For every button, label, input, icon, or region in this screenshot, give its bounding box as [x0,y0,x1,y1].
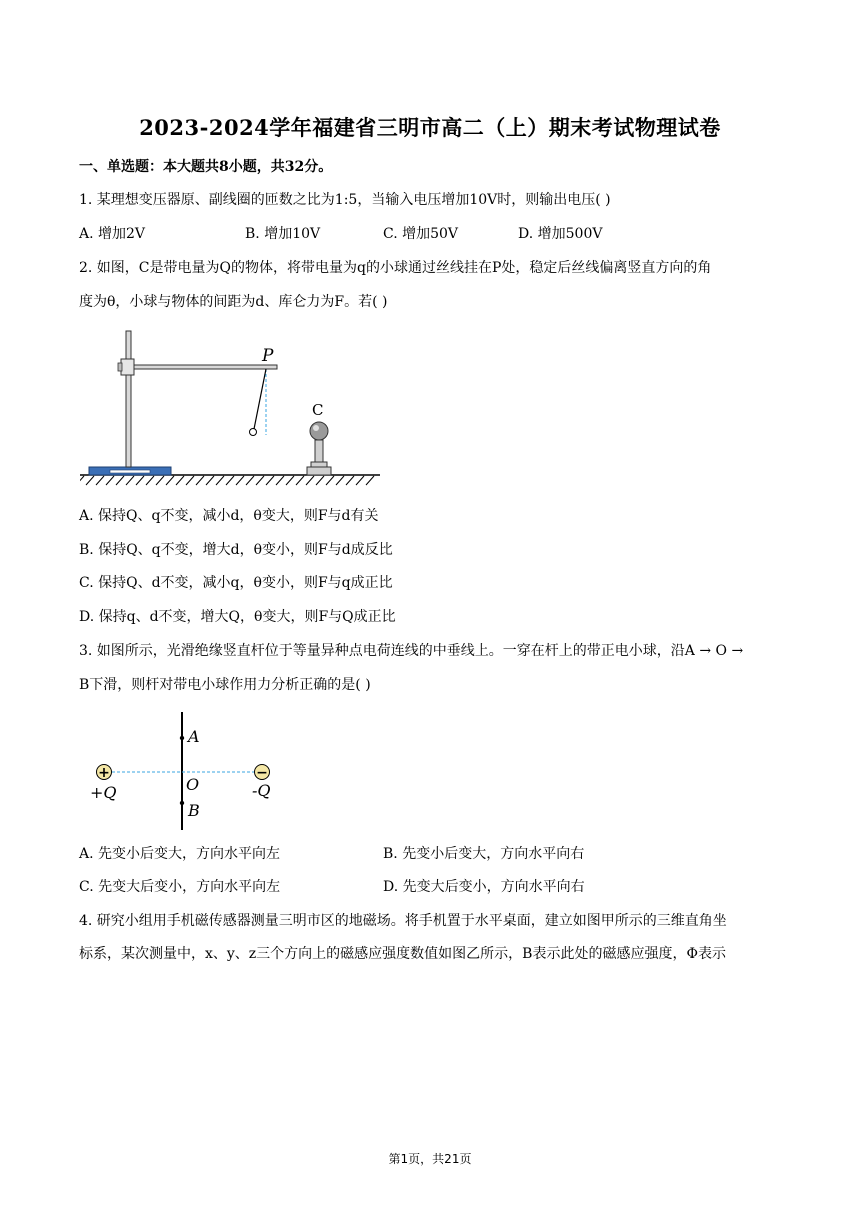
ground-hatching [80,476,374,485]
charged-sphere-c [310,422,328,440]
section-heading: 一、单选题：本大题共8小题，共32分。 [79,159,333,175]
q2-figure [80,325,380,490]
q3-option-c: C. 先变大后变小，方向水平向左 [79,879,281,895]
label-positive-q: +Q [90,783,117,802]
point-a [180,736,184,740]
q3-option-b: B. 先变小后变大，方向水平向右 [383,846,585,862]
q3-figure [88,708,288,833]
q4-stem-line1: 4. 研究小组用手机磁传感器测量三明市区的地磁场。将手机置于水平桌面，建立如图甲所示的三维直角坐 [79,913,727,929]
page-title: 2023-2024学年福建省三明市高二（上）期末考试物理试卷 [139,115,721,140]
label-c: C [312,401,324,419]
q2-stem-line1: 2. 如图，C是带电量为Q的物体，将带电量为q的小球通过丝线挂在P处，稳定后丝线偏离竖直方向的角 [79,260,712,276]
q2-option-a: A. 保持Q、q不变，减小d，θ变大，则F与d有关 [79,508,379,524]
label-negative-q: -Q [252,781,271,800]
q2-option-d: D. 保持q、d不变，增大Q，θ变大，则F与Q成正比 [79,609,396,625]
q3-stem-line1: 3. 如图所示，光滑绝缘竖直杆位于等量异种点电荷连线的中垂线上。一穿在杆上的带正电小球，沿A → O → [79,643,744,659]
small-ball [250,429,257,436]
silk-thread [254,369,266,429]
q3-stem-line2: B下滑，则杆对带电小球作用力分析正确的是( ) [79,677,371,693]
label-p: P [262,346,274,366]
q1-option-d: D. 增加500V [518,226,603,242]
q1-option-c: C. 增加50V [383,226,459,242]
insulating-stand [315,440,323,462]
q1-stem: 1. 某理想变压器原、副线圈的匝数之比为1:5，当输入电压增加10V时，则输出电压( ) [79,192,611,208]
page-footer: 第1页，共21页 [388,1152,472,1166]
plus-symbol: + [98,765,110,781]
label-o: O [186,775,200,794]
label-a: A [188,727,200,746]
stand-arm [134,365,277,369]
label-b: B [188,801,200,820]
minus-symbol: − [256,765,268,781]
q4-stem-line2: 标系，某次测量中，x、y、z三个方向上的磁感应强度数值如图乙所示，B表示此处的磁感应强度，Φ表示 [79,946,726,962]
q2-option-c: C. 保持Q、d不变，减小q，θ变小，则F与q成正比 [79,575,393,591]
stand-pole [126,331,131,467]
q3-option-d: D. 先变大后变小，方向水平向右 [383,879,585,895]
q1-option-b: B. 增加10V [245,226,321,242]
q2-stem-line2: 度为θ，小球与物体的间距为d、库仑力为F。若( ) [79,294,388,310]
q1-option-a: A. 增加2V [79,226,146,242]
stand-clamp [121,359,134,375]
q2-option-b: B. 保持Q、q不变，增大d，θ变小，则F与d成反比 [79,542,393,558]
point-b [180,801,184,805]
q3-option-a: A. 先变小后变大，方向水平向左 [79,846,281,862]
